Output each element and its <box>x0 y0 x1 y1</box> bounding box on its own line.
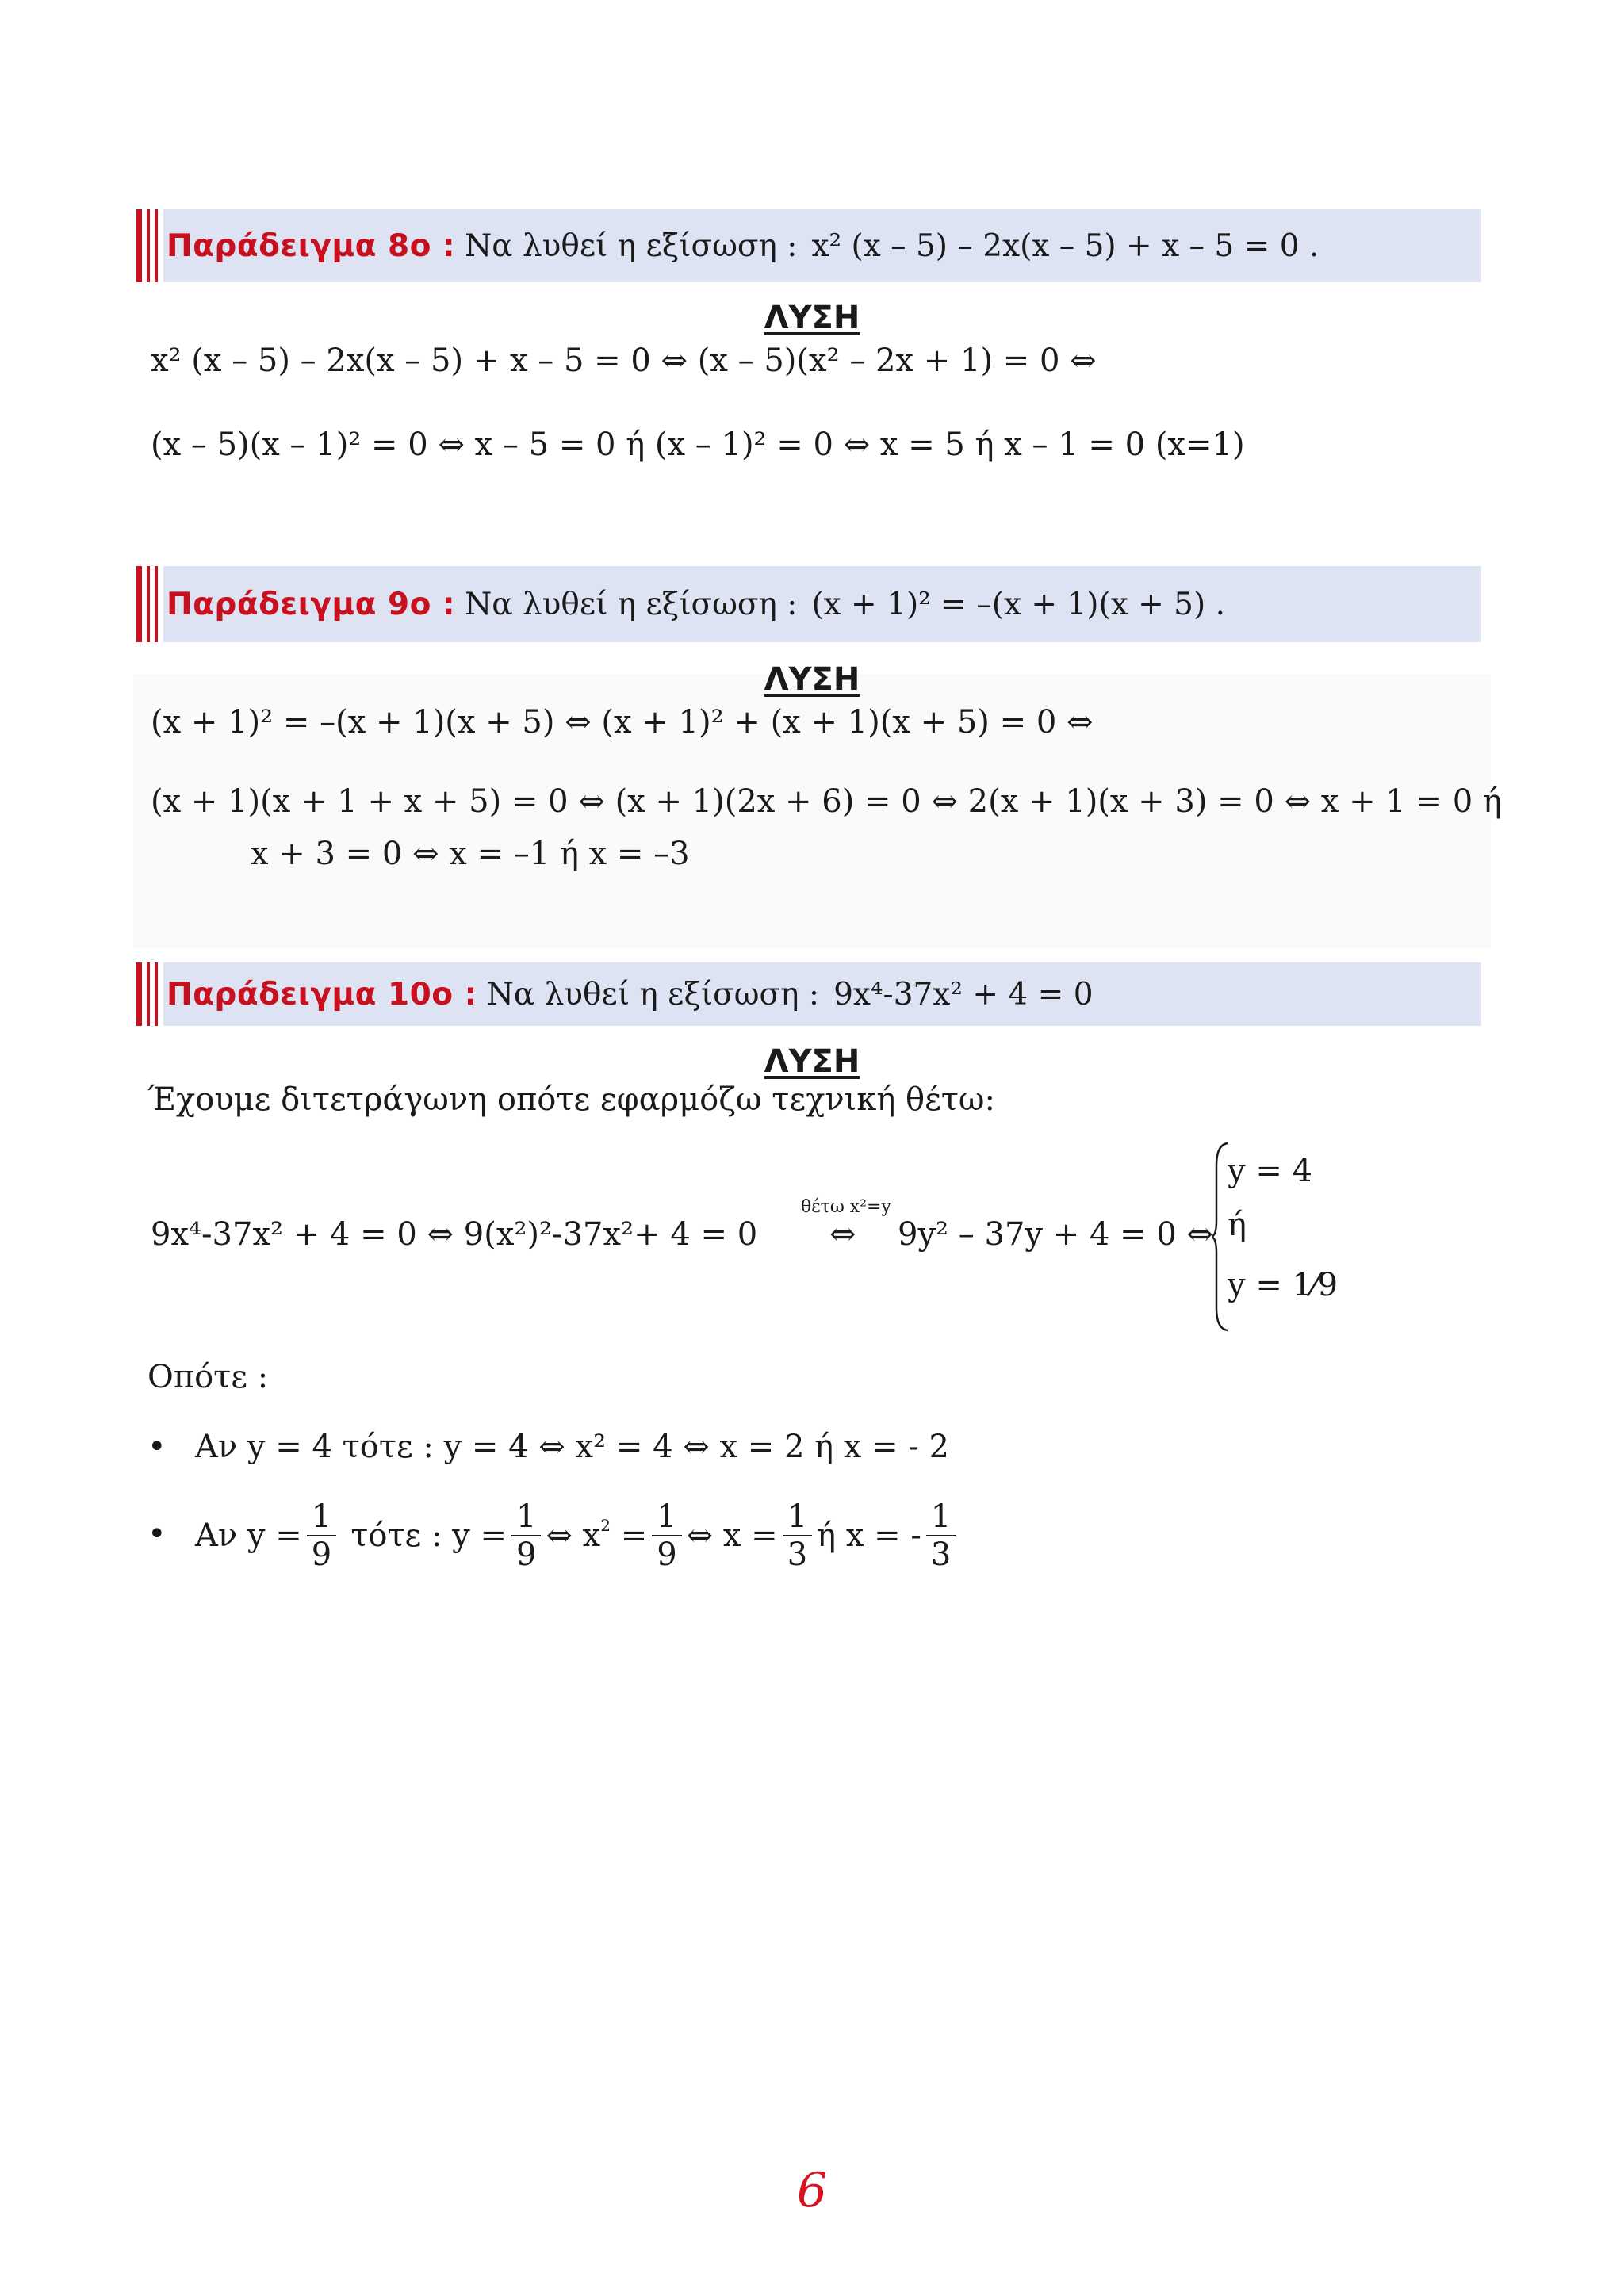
fraction <box>783 1498 812 1573</box>
bullet-icon: • <box>147 1516 167 1552</box>
main-equation-left: 9x⁴-37x² + 4 = 0 ⇔ 9(x²)²-37x²+ 4 = 0 <box>151 1216 758 1253</box>
fraction-numerator: 1 <box>652 1498 681 1536</box>
fraction <box>511 1498 541 1573</box>
system-line: y = 4 <box>1228 1153 1312 1189</box>
example-8-header <box>163 209 1481 282</box>
example-marker-bars <box>136 566 163 642</box>
solution-line: (x – 5)(x – 1)² = 0 ⇔ x – 5 = 0 ή (x – 1)² = 0 ⇔ x = 5 ή x – 1 = 0 (x=1) <box>151 427 1245 463</box>
bullet-item-fractions <box>195 1492 960 1579</box>
bullet-icon: • <box>147 1429 167 1465</box>
example-9-header <box>163 566 1481 642</box>
solution-heading: ΛΥΣΗ <box>764 300 860 336</box>
system-line: y = 1⁄9 <box>1228 1267 1339 1303</box>
example-prompt: Να λυθεί η εξίσωση : <box>465 228 798 264</box>
example-prompt: Να λυθεί η εξίσωση : <box>486 976 820 1012</box>
therefore-label: Οπότε : <box>147 1359 269 1395</box>
bullet-text: ⇔ $x^2$ = <box>546 1516 648 1554</box>
fraction-numerator: 1 <box>926 1498 956 1536</box>
example-prompt: Να λυθεί η εξίσωση : <box>465 586 798 622</box>
bullet-text: Αν y = <box>195 1517 302 1554</box>
fraction-denominator: 3 <box>787 1536 808 1573</box>
bullet-text: τότε : y = <box>350 1517 507 1554</box>
fraction-denominator: 9 <box>657 1536 677 1573</box>
substitution-label: θέτω x²=y <box>801 1197 891 1217</box>
solution-heading: ΛΥΣΗ <box>764 1043 860 1080</box>
example-label: Παράδειγμα 9ο : <box>167 586 456 622</box>
fraction <box>307 1498 336 1573</box>
fraction-denominator: 9 <box>516 1536 537 1573</box>
bullet-text: ή x = - <box>817 1517 921 1554</box>
solution-heading: ΛΥΣΗ <box>764 661 860 698</box>
fraction-denominator: 9 <box>311 1536 332 1573</box>
system-line: ή <box>1228 1207 1247 1243</box>
fraction-denominator: 3 <box>930 1536 952 1573</box>
example-label: Παράδειγμα 10ο : <box>167 976 477 1012</box>
page-number: 6 <box>796 2163 828 2218</box>
main-equation-right: 9y² – 37y + 4 = 0 ⇔ <box>898 1216 1214 1253</box>
example-10-header <box>163 962 1481 1026</box>
fraction-numerator: 1 <box>511 1498 541 1536</box>
solution-line: x + 3 = 0 ⇔ x = –1 ή x = –3 <box>251 836 690 872</box>
fraction <box>926 1498 956 1573</box>
solution-system <box>1212 1142 1362 1332</box>
solution-intro: Έχουμε διτετράγωνη οπότε εφαρμόζω τεχνική θέτω: <box>147 1081 996 1118</box>
solution-line: (x + 1)² = –(x + 1)(x + 5) ⇔ (x + 1)² + (x + 1)(x + 5) = 0 ⇔ <box>151 704 1094 740</box>
solution-line: (x + 1)(x + 1 + x + 5) = 0 ⇔ (x + 1)(2x + 6) = 0 ⇔ 2(x + 1)(x + 3) = 0 ⇔ x + 1 = 0 ή <box>151 783 1502 820</box>
bullet-item: Αν y = 4 τότε : y = 4 ⇔ x² = 4 ⇔ x = 2 ή x = - 2 <box>195 1429 949 1465</box>
bullet-text: ⇔ x = <box>686 1517 778 1554</box>
example-marker-bars <box>136 209 163 282</box>
example-equation: (x + 1)² = –(x + 1)(x + 5) . <box>811 586 1225 622</box>
solution-line: x² (x – 5) – 2x(x – 5) + x – 5 = 0 ⇔ (x – 5)(x² – 2x + 1) = 0 ⇔ <box>151 342 1097 379</box>
example-label: Παράδειγμα 8ο : <box>167 228 456 264</box>
fraction-numerator: 1 <box>783 1498 812 1536</box>
substitution-arrow: ⇔ <box>829 1216 856 1253</box>
example-equation: x² (x – 5) – 2x(x – 5) + x – 5 = 0 . <box>811 228 1320 264</box>
fraction <box>652 1498 681 1573</box>
fraction-numerator: 1 <box>307 1498 336 1536</box>
example-equation: 9x⁴-37x² + 4 = 0 <box>833 976 1094 1012</box>
example-marker-bars <box>136 962 163 1026</box>
